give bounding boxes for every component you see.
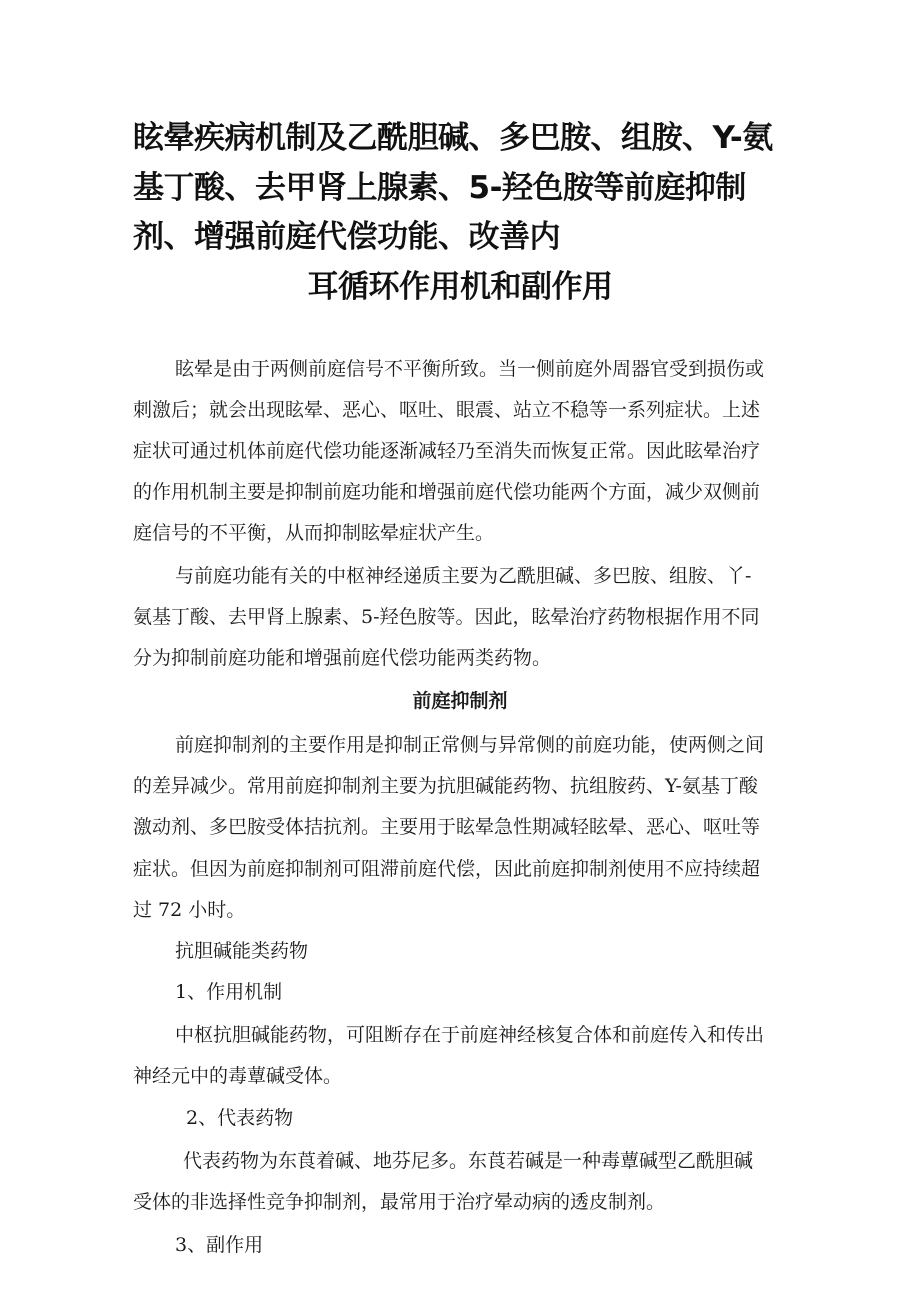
intro-p2-line: 分为抑制前庭功能和增强前庭代偿功能两类药物。: [133, 647, 552, 669]
item2-text-line: 受体的非选择性竞争抑制剂，最常用于治疗晕动病的透皮制剂。: [133, 1191, 666, 1213]
item1-text-line: 中枢抗胆碱能药物，可阻断存在于前庭神经核复合体和前庭传入和传出: [175, 1024, 765, 1046]
item2-heading: 2、代表药物: [186, 1107, 294, 1129]
section1-p1-line: 激动剂、多巴胺受体拮抗剂。主要用于眩晕急性期减轻眩晕、恶心、呕吐等: [133, 816, 761, 838]
intro-p1-line: 的作用机制主要是抑制前庭功能和增强前庭代偿功能两个方面，减少双侧前: [133, 481, 761, 503]
section1-p1-line: 症状。但因为前庭抑制剂可阻滞前庭代偿，因此前庭抑制剂使用不应持续超: [133, 858, 761, 880]
document-title-line-4: 耳循环作用机和副作用: [307, 269, 613, 305]
drug-class-heading: 抗胆碱能类药物: [175, 940, 309, 962]
section1-p1-line: 的差异减少。常用前庭抑制剂主要为抗胆碱能药物、抗组胺药、Y-氨基丁酸: [133, 775, 758, 797]
intro-p1-line: 刺激后；就会出现眩晕、恶心、呕吐、眼震、站立不稳等一系列症状。上述: [133, 399, 761, 421]
item1-heading: 1、作用机制: [175, 981, 283, 1003]
section1-p1-line: 过 72 小时。: [133, 899, 246, 921]
item3-heading: 3、副作用: [175, 1234, 264, 1256]
section-heading: 前庭抑制剂: [412, 690, 508, 712]
section1-p1-line: 前庭抑制剂的主要作用是抑制正常侧与异常侧的前庭功能，使两侧之间: [175, 734, 765, 756]
intro-p1-line: 症状可通过机体前庭代偿功能逐渐减轻乃至消失而恢复正常。因此眩晕治疗: [133, 440, 761, 462]
intro-p2-line: 与前庭功能有关的中枢神经递质主要为乙酰胆碱、多巴胺、组胺、丫-: [175, 565, 752, 587]
document-title-line-1: 眩晕疾病机制及乙酰胆碱、多巴胺、组胺、Y-氨: [133, 120, 773, 156]
item2-text-line: 代表药物为东莨着碱、地芬尼多。东莨若碱是一种毒蕈碱型乙酰胆碱: [183, 1150, 754, 1172]
document-title-line-2: 基丁酸、去甲肾上腺素、5-羟色胺等前庭抑制: [133, 170, 746, 206]
intro-p1-line: 庭信号的不平衡，从而抑制眩晕症状产生。: [133, 522, 495, 544]
intro-p1-line: 眩晕是由于两侧前庭信号不平衡所致。当一侧前庭外周器官受到损伤或: [175, 358, 765, 380]
item1-text-line: 神经元中的毒蕈碱受体。: [133, 1065, 343, 1087]
document-title-line-3: 剂、增强前庭代偿功能、改善内: [133, 219, 560, 255]
intro-p2-line: 氨基丁酸、去甲肾上腺素、5-羟色胺等。因此，眩晕治疗药物根据作用不同: [133, 606, 760, 628]
